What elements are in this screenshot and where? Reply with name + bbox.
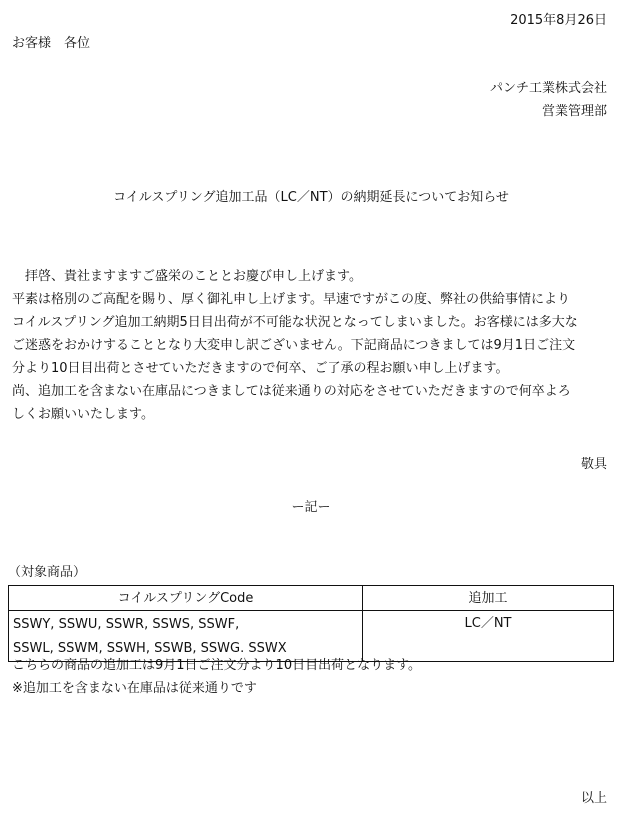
document-date: 2015年8月26日	[510, 13, 607, 28]
body-paragraph	[12, 265, 616, 426]
sender-company: パンチ工業株式会社	[489, 81, 607, 96]
table-header-row	[9, 586, 614, 611]
codes-cell	[9, 611, 363, 662]
table-header-code: コイルスプリングCode	[9, 586, 363, 611]
body-line: 分より10日目出荷とさせていただきますので何卒、ご了承の程お願い申し上げます。	[12, 361, 509, 376]
table-header-process: 追加工	[363, 586, 614, 611]
body-line: 拝啓、貴社ますますご盛栄のこととお慶び申し上げます。	[12, 269, 362, 284]
body-line: ご迷惑をおかけすることとなり大変申し訳ございません。下記商品につきましては9月1日ご注文	[12, 338, 576, 353]
recipient-line: お客様 各位	[12, 36, 91, 51]
process-cell: LC／NT	[363, 611, 614, 662]
note-heading: ー記ー	[291, 500, 331, 515]
document-title: コイルスプリング追加工品（LC／NT）の納期延長についてお知らせ	[113, 190, 509, 205]
body-line: コイルスプリング追加工納期5日目出荷が不可能な状況となってしまいました。お客様には多大な	[12, 315, 578, 330]
items-note-schedule: こちらの商品の追加工は9月1日ご注文分より10日目出荷となります。	[12, 658, 422, 673]
closing-keigu: 敬具	[580, 457, 607, 472]
items-section-label: （対象商品）	[8, 565, 87, 580]
items-note-stock: ※追加工を含まない在庫品は従来通りです	[12, 681, 257, 696]
table-row	[9, 611, 614, 662]
body-line: しくお願いいたします。	[12, 407, 154, 422]
end-mark: 以上	[580, 791, 607, 806]
sender-department: 営業管理部	[541, 104, 607, 119]
code-line: SSWL, SSWM, SSWH, SSWB, SSWG. SSWX	[13, 641, 287, 656]
body-line: 平素は格別のご高配を賜り、厚く御礼申し上げます。早速ですがこの度、弊社の供給事情により	[12, 292, 570, 307]
items-table	[8, 585, 614, 662]
code-line: SSWY, SSWU, SSWR, SSWS, SSWF,	[13, 617, 240, 632]
body-line: 尚、追加工を含まない在庫品につきましては従来通りの対応をさせていただきますので何卒よろ	[12, 384, 571, 399]
